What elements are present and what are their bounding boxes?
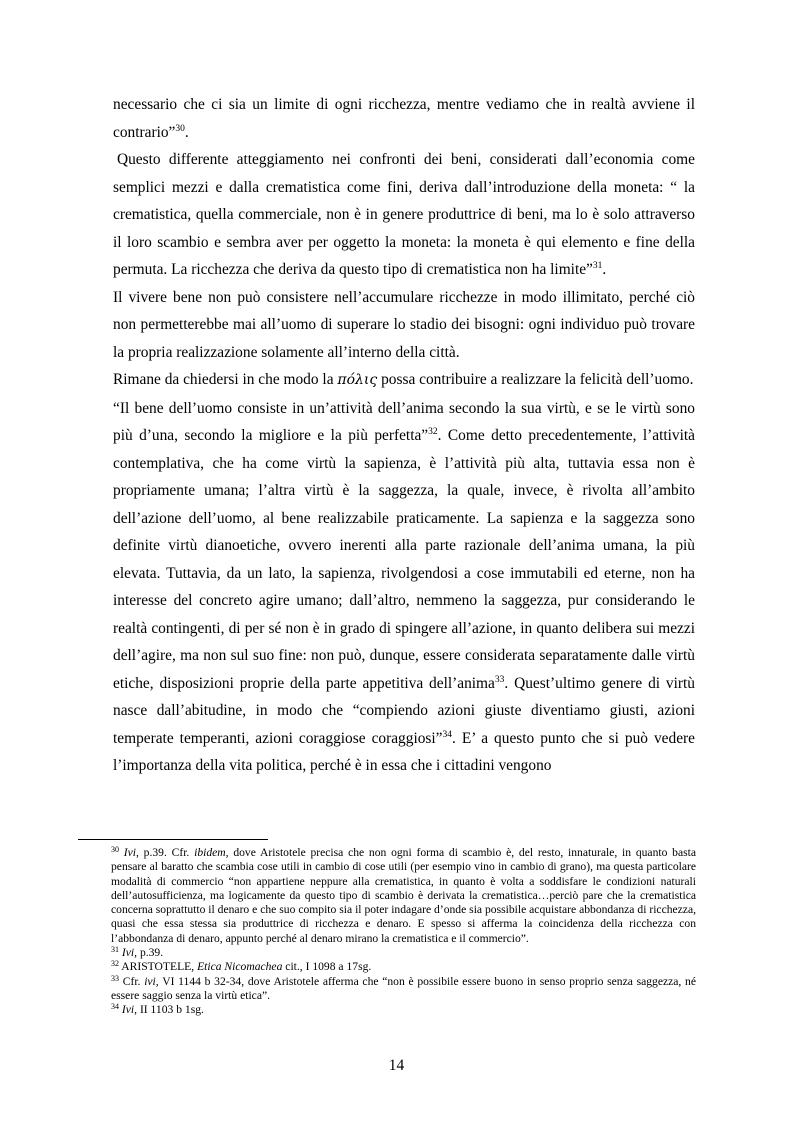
footnote-ref-34: 34	[442, 729, 453, 740]
footnote-33: $^{33}$ Cfr. ivi, VI 1144 b 32-34, dove Aristotele afferma che “non è possibile essere buono in senso proprio senza saggezza, né essere saggio senza la virtù etica”.	[111, 973, 696, 1002]
paragraph-1: necessario che ci sia un limite di ogni ricchezza, mentre vediamo che in realtà avviene il contrario”$^{30}$.	[113, 96, 695, 141]
paragraph-2: Questo differente atteggiamento nei confronti dei beni, considerati dall’economia come semplici mezzi e dalla crematistica come fini, deriva dall’introduzione della moneta: “ la crematistica, quella commerciale, non è in genere produttrice di beni, ma lo è solo attraverso il loro scambio e sembra aver per oggetto la moneta: la moneta è qui elemento e fine della permuta. La ricchezza che deriva da questo tipo di crematistica non ha limite”$^{31}$.	[113, 151, 695, 278]
footnote-32: $^{32}$ ARISTOTELE, Etica Nicomachea cit., I 1098 a 17sg.	[111, 959, 372, 974]
footnote-ref-33: 33	[494, 674, 505, 685]
paragraph-3: Il vivere bene non può consistere nell’accumulare ricchezze in modo illimitato, perché ciò non permetterebbe mai all’uomo di superare lo stadio dei bisogni: ogni individuo può trovare la propria realizzazione solamente all’interno della città.	[113, 288, 695, 361]
page-number: 14	[388, 1057, 405, 1074]
main-body-text	[113, 91, 695, 780]
paragraph-4: Rimane da chiedersi in che modo la πόλις possa contribuire a realizzare la felicità dell’uomo.	[113, 371, 694, 388]
footnote-34: $^{34}$ Ivi, II 1103 b 1sg.	[111, 1002, 204, 1017]
footnote-ref-32: 32	[428, 427, 438, 437]
paragraph-5: “Il bene dell’uomo consiste in un’attività dell’anima secondo la sua virtù, e se le virtù sono più d’una, secondo la migliore e la più perfetta”$^{32}$. Come detto precedentemente, l’attività contemplativa, che ha come virtù la sapienza, è l’attività più alta, tuttavia essa non è propriamente umana; l’altra virtù è la saggezza, la quale, invece, è rivolta all’ambito dell’azione dell’uomo, al bene realizzabile praticamente. La sapienza e la saggezza sono definite virtù dianoetiche, ovvero inerenti alla parte razionale dell’anima umana, la più elevata. Tuttavia, da un lato, la sapienza, rivolgendosi a cose immutabili ed eterne, non ha interesse del concreto agire umano; dall’altro, nemmeno la saggezza, pur considerando le realtà contingenti, di per sé non è in grado di spingere all’azione, in quanto delibera sui mezzi dell’agire, ma non sul suo fine: non può, dunque, essere considerata separatamente dalle virtù etiche, disposizioni proprie della parte appetitiva dell’anima$^{33}$. Quest’ultimo genere di virtù nasce dall’abitudine, in modo che “compiendo azioni giuste diventiamo giusti, azioni temperate temperanti, azioni coraggiose coraggiosi”$^{34}$. E’ a questo punto che si può vedere l’importanza della vita politica, perché è in essa che i cittadini vengono	[113, 399, 695, 774]
footnotes	[111, 846, 696, 1018]
footnote-ref-30: 30	[175, 123, 185, 134]
footnote-30: $^{30}$ Ivi, p.39. Cfr. ibidem, dove Aristotele precisa che non ogni forma di scambio è, del resto, innaturale, in quanto basta pensare al baratto che scambia cose utili in cambio di cose utili (per esempio vino in cambio di grano), ma questa particolare modalità di commercio “non appartiene neppure alla crematistica, in quanto è volta a soddisfare le condizioni naturali dell’autosufficienza, ma logicamente da questo tipo di scambio è derivata la crematistica…perciò pare che la crematistica concerna soprattutto il denaro e che suo compito sia il poter indagare d’onde sia possibile acquistare abbondanza di ricchezza, quasi che essa stessa sia produttrice di ricchezza e denaro. E spesso si afferma la coincidenza della ricchezza con l’abbondanza di denaro, appunto perché al denaro mirano la crematistica e il commercio”.	[111, 845, 696, 945]
footnote-ref-31: 31	[592, 261, 603, 271]
footnote-separator	[78, 839, 268, 840]
footnote-31: $^{31}$ Ivi, p.39.	[111, 945, 164, 960]
greek-word-polis: πόλις	[337, 372, 378, 388]
